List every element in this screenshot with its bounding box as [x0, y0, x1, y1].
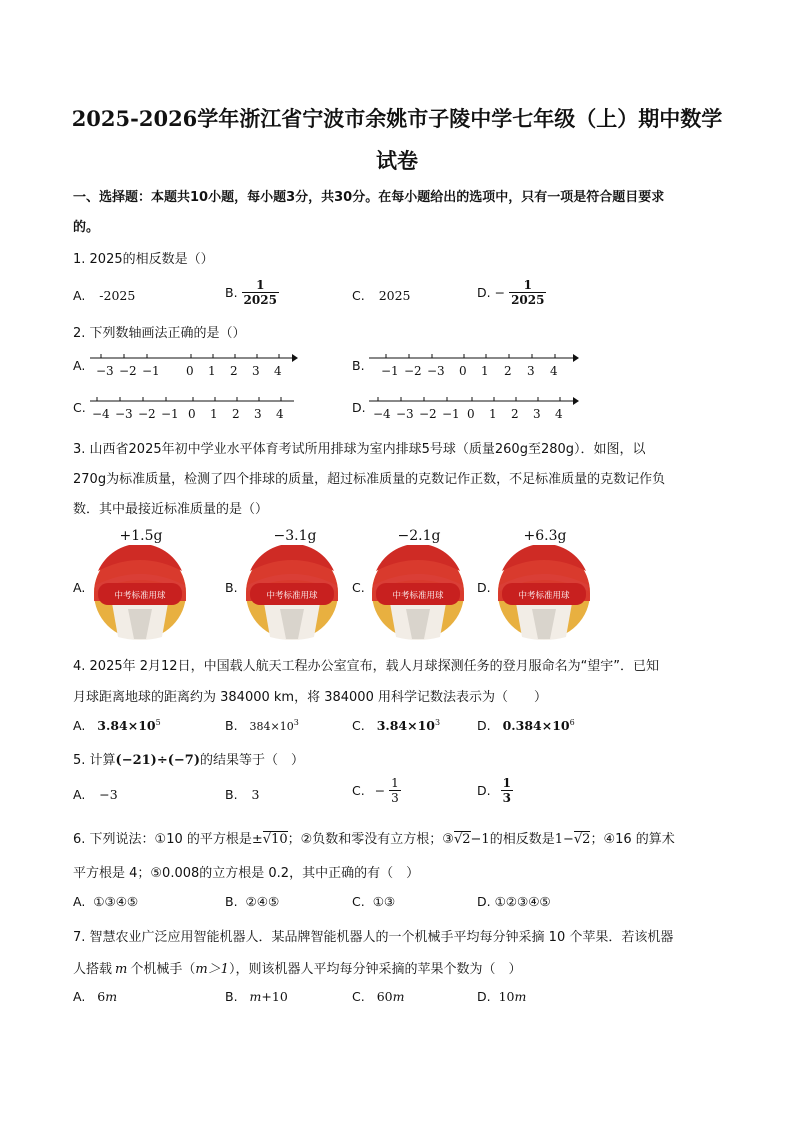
question-4-line1: 4. 2025年 2月12日，中国载人航天工程办公室宣布，载人月球探测任务的登月服命名为“望宇”．已知 [73, 659, 660, 674]
q1-option-b [225, 278, 279, 307]
fraction [501, 776, 513, 805]
fraction-denominator: 2025 [243, 293, 277, 307]
number-line-label: 1 [210, 407, 218, 421]
number-line-label: 2 [504, 364, 512, 378]
number-line-label: −3 [96, 364, 114, 378]
q6-option-a [73, 894, 138, 909]
stem-text: 人搭载 [73, 962, 113, 977]
minus-sign: − [494, 285, 506, 300]
page-title-line2: 试卷 [376, 148, 418, 173]
option-letter: C. [352, 288, 365, 303]
volleyball-icon [244, 545, 340, 641]
number-line-label: 0 [188, 407, 196, 421]
section-heading: 一、选择题：本题共10小题，每小题3分，共30分。在每小题给出的选项中，只有一项是符合题目要求 [73, 190, 665, 205]
q4-option-a [73, 718, 161, 733]
math-expression: 1− [554, 832, 574, 847]
ball-label: 中考标准用球 [114, 591, 166, 601]
q2-option-d-letter: D. [352, 400, 366, 415]
variable: m [105, 989, 118, 1004]
math-expression: (−21)÷(−7) [115, 753, 200, 768]
option-letter: D. [477, 718, 491, 734]
fraction [389, 776, 401, 805]
stem-text: 5. 计算 [73, 753, 116, 768]
option-text: 2025 [378, 288, 411, 303]
plus-minus: ± [251, 832, 263, 847]
number-line-label: −1 [442, 407, 460, 421]
option-letter: B. [225, 285, 238, 300]
option-text: -2025 [99, 288, 136, 303]
number-line-b [367, 350, 579, 380]
option-letter: A. [73, 288, 86, 303]
q3-option-b-letter: B. [225, 580, 238, 595]
question-7-line1: 7. 智慧农业广泛应用智能机器人．某品牌智能机器人的一个机械手平均每分钟采摘 10 个苹果．若该机器 [73, 930, 674, 945]
question-3-line1: 3. 山西省2025年初中学业水平体育考试所用排球为室内排球5号球（质量260g至280g）．如图，以 [73, 442, 646, 457]
fraction-numerator: 1 [502, 776, 511, 790]
ball-mass-d: +6.3g [523, 528, 567, 544]
exponent: 6 [569, 718, 575, 727]
q3-option-c-letter: C. [352, 580, 365, 595]
number-line-label: −2 [138, 407, 156, 421]
radicand: 2 [582, 832, 591, 847]
q5-option-a [73, 787, 118, 802]
minus-sign: − [374, 783, 386, 798]
fraction-denominator: 3 [391, 791, 399, 805]
radicand: 10 [271, 832, 288, 847]
option-letter: A. [73, 787, 86, 802]
option-letter: B. [225, 894, 238, 909]
fraction-denominator: 2025 [511, 293, 545, 307]
number-line-label: 0 [186, 364, 194, 378]
question-2-stem: 2. 下列数轴画法正确的是（） [73, 326, 246, 341]
option-letter: B. [225, 787, 238, 802]
ball-mass-a: +1.5g [119, 528, 163, 544]
number-line-label: −2 [419, 407, 437, 421]
stem-text: 6. 下列说法：①10 的平方根是 [73, 832, 252, 847]
option-letter: D. [477, 285, 491, 300]
option-letter: D. [477, 989, 491, 1004]
ball-label: 中考标准用球 [266, 591, 318, 601]
option-text: ①③④⑤ [93, 894, 139, 909]
stem-text: ；④16 的算术 [590, 832, 675, 847]
q5-option-d [477, 776, 513, 805]
question-3-line2: 270g为标准质量，检测了四个排球的质量，超过标准质量的克数记作正数，不足标准质量的克数记作负 [73, 472, 666, 487]
q2-option-a-letter: A. [73, 358, 86, 373]
option-letter: C. [352, 894, 365, 909]
option-letter: D. [477, 894, 491, 909]
number-line-label: 2 [230, 364, 238, 378]
number-line-label: −3 [115, 407, 133, 421]
q7-option-a [73, 989, 117, 1004]
fraction [242, 278, 279, 307]
number-line-label: 3 [252, 364, 260, 378]
question-6-line1 [73, 828, 675, 847]
option-text: ①②③④⑤ [494, 894, 551, 909]
stem-text: 的结果等于（ ） [199, 753, 304, 768]
stem-text: 个机械手（ [130, 962, 196, 977]
number-line-label: −3 [427, 364, 445, 378]
sqrt-icon: √2 [453, 832, 471, 847]
number-line-label: −2 [404, 364, 422, 378]
number-line-label: −1 [161, 407, 179, 421]
option-text: 10 [498, 989, 515, 1004]
volleyball-icon [92, 545, 188, 641]
number-line-label: 3 [527, 364, 535, 378]
number-line-label: 0 [459, 364, 467, 378]
stem-text: 的相反数是 [489, 832, 555, 847]
variable: m [514, 989, 527, 1004]
number-line-d [367, 393, 579, 423]
question-4-line2: 月球距离地球的距离约为 384000 km，将 384000 用科学记数法表示为（ ） [73, 690, 547, 705]
variable: m [392, 989, 405, 1004]
option-text: −3 [99, 787, 118, 802]
question-1-stem: 1. 2025的相反数是（） [73, 252, 214, 267]
stem-text: ），则该机器人平均每分钟采摘的苹果个数为（ ） [228, 962, 522, 977]
exponent: 5 [155, 718, 161, 727]
page-title: 2025-2026学年浙江省宁波市余姚市子陵中学七年级（上）期中数学 [71, 106, 723, 131]
number-line-label: 3 [533, 407, 541, 421]
number-line-label: 1 [481, 364, 489, 378]
option-letter: B. [225, 989, 238, 1004]
ball-label: 中考标准用球 [392, 591, 444, 601]
q7-option-c [352, 989, 404, 1004]
number-line-label: −3 [396, 407, 414, 421]
q5-option-c [352, 776, 401, 805]
number-line-label: 4 [555, 407, 563, 421]
math-expression: m＞1 [195, 962, 229, 977]
fraction-numerator: 1 [509, 278, 546, 293]
number-line-label: 3 [254, 407, 262, 421]
q1-option-a [73, 288, 135, 303]
question-5-stem [73, 749, 304, 768]
q1-option-c [352, 288, 411, 303]
q6-option-d [477, 894, 551, 909]
number-line-label: −1 [381, 364, 399, 378]
ball-label: 中考标准用球 [518, 591, 570, 601]
section-heading-line2: 的。 [73, 220, 100, 235]
variable: m [249, 989, 262, 1004]
q2-option-c-letter: C. [73, 400, 86, 415]
q2-option-b-letter: B. [352, 358, 365, 373]
q4-option-d [477, 718, 575, 733]
number-line-label: 2 [232, 407, 240, 421]
option-text: ①③ [372, 894, 396, 909]
option-letter: A. [73, 718, 86, 734]
ball-mass-b: −3.1g [273, 528, 317, 544]
option-text: 60 [376, 989, 393, 1004]
q3-option-a-letter: A. [73, 580, 86, 595]
volleyball-icon [370, 545, 466, 641]
number-line-label: −1 [142, 364, 160, 378]
question-3-line3: 数．其中最接近标准质量的是（） [73, 502, 269, 517]
number-line-label: −4 [92, 407, 110, 421]
option-letter: A. [73, 894, 86, 909]
option-letter: B. [225, 718, 238, 734]
option-letter: C. [352, 783, 365, 798]
exponent: 3 [293, 718, 299, 727]
number-line-c [88, 393, 300, 423]
number-line-label: −2 [119, 364, 137, 378]
sqrt-icon: √2 [573, 832, 591, 847]
ball-mass-c: −2.1g [397, 528, 441, 544]
option-letter: D. [477, 783, 491, 798]
number-line-label: 4 [274, 364, 282, 378]
number-line-label: −4 [373, 407, 391, 421]
stem-text: ；②负数和零没有立方根；③ [287, 832, 454, 847]
q6-option-c [352, 894, 395, 909]
option-text: 384×10 [249, 720, 294, 734]
q7-option-b [225, 989, 288, 1004]
option-letter: C. [352, 718, 365, 734]
option-text: 6 [97, 989, 106, 1004]
q6-option-b [225, 894, 279, 909]
option-letter: C. [352, 989, 365, 1004]
math-expression: −1 [470, 832, 490, 847]
question-7-line2 [73, 958, 521, 977]
variable: m [115, 962, 128, 977]
number-line-label: 1 [208, 364, 216, 378]
exponent: 3 [435, 718, 441, 727]
number-line-label: 4 [550, 364, 558, 378]
fraction-denominator: 3 [502, 791, 511, 805]
q1-option-d [477, 278, 546, 307]
option-text: 3.84×10 [97, 718, 156, 734]
fraction [509, 278, 546, 307]
q3-option-d-letter: D. [477, 580, 491, 595]
option-text: 0.384×10 [502, 718, 570, 734]
option-text: 3 [251, 787, 260, 802]
q4-option-c [352, 718, 440, 733]
q5-option-b [225, 787, 260, 802]
option-text: +10 [261, 989, 288, 1004]
option-letter: A. [73, 989, 86, 1004]
number-line-label: 0 [467, 407, 475, 421]
sqrt-icon: √10 [262, 832, 288, 847]
radicand: 2 [462, 832, 471, 847]
option-text: ②④⑤ [245, 894, 280, 909]
number-line-label: 1 [489, 407, 497, 421]
number-line-label: 4 [276, 407, 284, 421]
volleyball-icon [496, 545, 592, 641]
q4-option-b [225, 718, 299, 733]
question-6-line2: 平方根是 4；⑤0.008的立方根是 0.2，其中正确的有（ ） [73, 866, 420, 881]
option-text: 3.84×10 [376, 718, 436, 734]
fraction-numerator: 1 [391, 776, 399, 790]
number-line-label: 2 [511, 407, 519, 421]
q7-option-d [477, 989, 526, 1004]
number-line-a [88, 350, 298, 380]
fraction-numerator: 1 [242, 278, 279, 293]
